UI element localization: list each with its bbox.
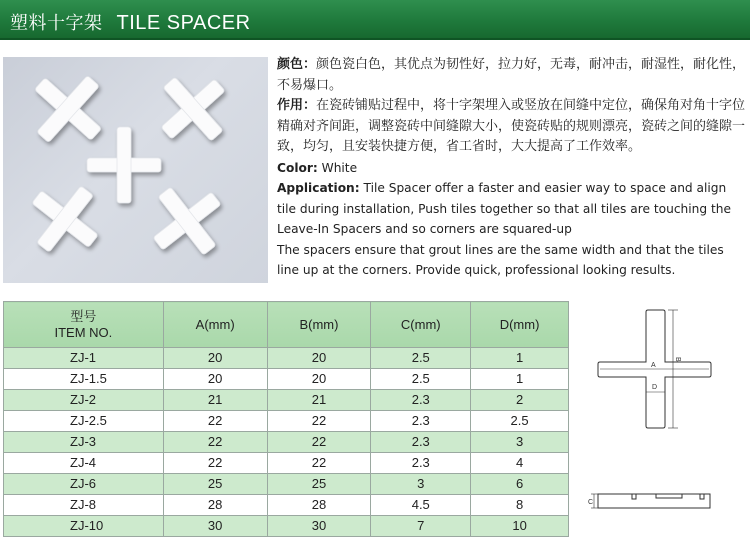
- table-row: [4, 495, 569, 516]
- cell-b: 22: [267, 453, 371, 474]
- cell-b: 25: [267, 474, 371, 495]
- color-cn-text: 颜色瓷白色，其优点为韧性好，拉力好，无毒，耐冲击，耐湿性，耐化性，不易爆口。: [277, 57, 746, 93]
- cell-b: 20: [267, 369, 371, 390]
- cell-item: ZJ-6: [4, 474, 164, 495]
- table-row: [4, 453, 569, 474]
- color-cn-paragraph: [277, 55, 749, 96]
- cell-item: ZJ-2: [4, 390, 164, 411]
- cell-c: 2.3: [371, 453, 471, 474]
- cell-d: 2.5: [471, 411, 569, 432]
- cell-item: ZJ-10: [4, 516, 164, 537]
- dimension-a-label: A: [651, 362, 656, 369]
- cell-a: 21: [163, 390, 267, 411]
- cell-c: 2.3: [371, 390, 471, 411]
- application-label: Application:: [277, 181, 360, 195]
- dimension-d-label: D: [652, 384, 658, 391]
- spec-table: [3, 301, 569, 537]
- header-a: A(mm): [163, 302, 267, 348]
- cell-b: 20: [267, 348, 371, 369]
- product-photo: [3, 57, 268, 283]
- cell-b: 28: [267, 495, 371, 516]
- table-row: [4, 411, 569, 432]
- side-notch-center: [656, 494, 682, 498]
- cell-d: 10: [471, 516, 569, 537]
- header-c: C(mm): [371, 302, 471, 348]
- side-notch-right: [700, 494, 704, 499]
- cell-b: 30: [267, 516, 371, 537]
- dimension-b-label: B: [674, 357, 681, 362]
- spacer-side-view-diagram: [588, 488, 723, 516]
- cell-a: 20: [163, 348, 267, 369]
- cell-c: 3: [371, 474, 471, 495]
- spacer-center: [87, 127, 161, 203]
- tile-spacers-image: [3, 57, 268, 283]
- header-d: D(mm): [471, 302, 569, 348]
- cell-b: 22: [267, 432, 371, 453]
- cell-item: ZJ-2.5: [4, 411, 164, 432]
- use-cn-label: 作用：: [277, 98, 317, 113]
- cell-c: 2.5: [371, 369, 471, 390]
- cell-d: 1: [471, 369, 569, 390]
- cell-a: 20: [163, 369, 267, 390]
- note-paragraph: The spacers ensure that grout lines are the same width and that the tiles line up at the corners. Provide quick, professional looking results.: [277, 242, 724, 277]
- header-b: B(mm): [267, 302, 371, 348]
- cell-b: 22: [267, 411, 371, 432]
- cell-d: 8: [471, 495, 569, 516]
- side-notch-left: [632, 494, 636, 499]
- title-bar: [0, 0, 750, 40]
- application-paragraph: [277, 178, 749, 240]
- table-row: [4, 516, 569, 537]
- header-item-cn: 型号: [70, 308, 97, 324]
- cell-item: ZJ-3: [4, 432, 164, 453]
- title-english: TILE SPACER: [116, 12, 251, 34]
- table-row: [4, 432, 569, 453]
- cell-c: 2.3: [371, 411, 471, 432]
- cell-c: 7: [371, 516, 471, 537]
- table-row: [4, 348, 569, 369]
- cell-d: 6: [471, 474, 569, 495]
- cell-d: 3: [471, 432, 569, 453]
- use-cn-paragraph: [277, 96, 749, 158]
- cell-a: 30: [163, 516, 267, 537]
- spacer-top-right: [142, 58, 244, 160]
- product-description: [277, 55, 749, 281]
- cell-d: 4: [471, 453, 569, 474]
- color-en-text: White: [321, 160, 358, 175]
- title-chinese: 塑料十字架: [10, 13, 103, 34]
- cell-a: 25: [163, 474, 267, 495]
- cell-c: 2.3: [371, 432, 471, 453]
- cell-item: ZJ-1: [4, 348, 164, 369]
- table-row: [4, 369, 569, 390]
- cell-c: 2.5: [371, 348, 471, 369]
- application-text: Tile Spacer offer a faster and easier way to space and align tile during installation, Push tiles together so that all tiles are touching the Leave-In Spacers and so corners are squared-up: [277, 181, 731, 236]
- table-header-row: [4, 302, 569, 348]
- page-title: [10, 9, 251, 35]
- cell-a: 22: [163, 411, 267, 432]
- cell-a: 22: [163, 432, 267, 453]
- cell-b: 21: [267, 390, 371, 411]
- use-cn-text: 在瓷砖铺贴过程中，将十字架埋入或竖放在间缝中定位，确保角对角十字位精确对齐间距，调整瓷砖中间缝隙大小，使瓷砖贴的规则漂亮，瓷砖之间的缝隙一致，均匀，且安装快捷方便，省工省时，大大提高了工作效率。: [277, 98, 746, 154]
- cell-item: ZJ-1.5: [4, 369, 164, 390]
- color-en-label: Color:: [277, 160, 318, 175]
- cell-a: 28: [163, 495, 267, 516]
- table-row: [4, 474, 569, 495]
- spacer-top-view-diagram: [588, 307, 718, 432]
- cell-item: ZJ-4: [4, 453, 164, 474]
- cell-item: ZJ-8: [4, 495, 164, 516]
- cell-d: 1: [471, 348, 569, 369]
- header-item: [4, 302, 164, 348]
- spacer-top-left: [14, 57, 121, 163]
- cell-d: 2: [471, 390, 569, 411]
- dimension-c-label: C: [588, 499, 594, 506]
- cell-a: 22: [163, 453, 267, 474]
- table-row: [4, 390, 569, 411]
- spacer-bottom-left: [14, 168, 115, 269]
- color-cn-label: 颜色：: [277, 57, 317, 72]
- color-en-paragraph: [277, 158, 749, 179]
- header-item-en: ITEM NO.: [54, 324, 113, 340]
- spacer-bottom-right: [135, 169, 239, 273]
- side-profile: [598, 494, 710, 508]
- cell-c: 4.5: [371, 495, 471, 516]
